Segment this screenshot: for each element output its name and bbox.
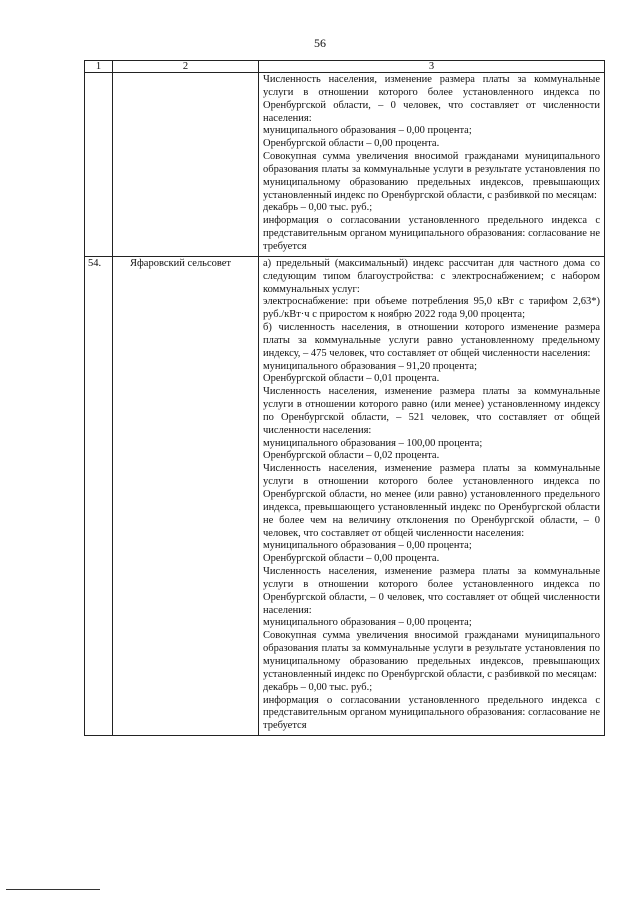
paragraph: Оренбургской области – 0,00 процента.: [263, 138, 440, 150]
header-col-1: 1: [85, 61, 113, 73]
paragraph: Оренбургской области – 0,00 процента.: [263, 553, 440, 565]
paragraph: муниципального образования – 0,00 процента;: [263, 540, 472, 552]
paragraph: Оренбургской области – 0,02 процента.: [263, 450, 440, 462]
municipality-name-cell: Яфаровский сельсовет: [113, 256, 259, 735]
table-row-continuation: [85, 73, 605, 257]
paragraph: декабрь – 0,00 тыс. руб.;: [263, 202, 373, 214]
footer-rule: [6, 889, 100, 890]
paragraph: информация о согласовании установленного предельного индекса с представительным органом муниципального образования: согласование не требуется: [263, 215, 600, 252]
paragraph: электроснабжение: при объеме потребления 95,0 кВт с тарифом 2,63*) руб./кВт·ч с приростом к ноябрю 2022 года 9,00 процента;: [263, 296, 600, 321]
header-col-3: 3: [259, 61, 605, 73]
page-number: 56: [314, 36, 326, 50]
paragraph: муниципального образования – 100,00 процента;: [263, 437, 483, 449]
table-row-54: [85, 256, 605, 735]
paragraph: муниципального образования – 91,20 процента;: [263, 360, 478, 372]
paragraph: декабрь – 0,00 тыс. руб.;: [263, 681, 373, 693]
paragraph: Совокупная сумма увеличения вносимой гражданами муниципального образования платы за коммунальные услуги в результате установления по муниципальному образованию предельных индексов, превышающих установленный индекс по Оренбургской области, с разбивкой по месяцам:: [263, 630, 600, 680]
paragraph: информация о согласовании установленного предельного индекса с представительным органом муниципального образования: согласование не требуется: [263, 694, 600, 732]
row-number-cell: [85, 73, 113, 257]
municipality-name-cell: [113, 73, 259, 257]
paragraph: Оренбургской области – 0,01 процента.: [263, 373, 440, 385]
paragraph: б) численность населения, в отношении которого изменение размера платы за коммунальные услуги равно установленному предельному индексу, – 475 человек, что составляет от общей численности населения:: [263, 322, 600, 359]
paragraph: Численность населения, изменение размера платы за коммунальные услуги в отношении которого более установленного индекса по Оренбургской области, но менее (или равно) установленного предельного индекса, превышающего установленный индекс по Оренбургской области не более чем на величину отклонения по Оренбургской области, – 0 человек, что составляет от общей численности населения:: [263, 463, 600, 539]
paragraph: а) предельный (максимальный) индекс рассчитан для частного дома со следующим типом благоустройства: с электроснабжением; с набором коммунальных услуг:: [263, 257, 600, 295]
header-col-2: 2: [113, 61, 259, 73]
table-header-row: [85, 61, 605, 73]
paragraph: муниципального образования – 0,00 процента;: [263, 617, 472, 629]
paragraph: Совокупная сумма увеличения вносимой гражданами муниципального образования платы за коммунальные услуги в результате установления по муниципальному образованию предельных индексов, превышающих установленный индекс по Оренбургской области, с разбивкой по месяцам:: [263, 151, 600, 201]
details-cell: [259, 73, 605, 257]
paragraph: муниципального образования – 0,00 процента;: [263, 125, 472, 137]
paragraph: Численность населения, изменение размера платы за коммунальные услуги в отношении которого более установленного индекса по Оренбургской области, – 0 человек, что составляет от общей численности населения:: [263, 566, 600, 616]
details-cell: [259, 256, 605, 735]
paragraph: Численность населения, изменение размера платы за коммунальные услуги в отношении которого равно (или менее) установленному индексу по Оренбургской области, – 521 человек, что составляет от общей численности населения:: [263, 386, 600, 436]
regulation-table: [84, 60, 605, 736]
paragraph: Численность населения, изменение размера платы за коммунальные услуги в отношении которого более установленного индекса по Оренбургской области, – 0 человек, что составляет от численности населения:: [263, 74, 600, 124]
row-number-cell: 54.: [85, 256, 113, 735]
